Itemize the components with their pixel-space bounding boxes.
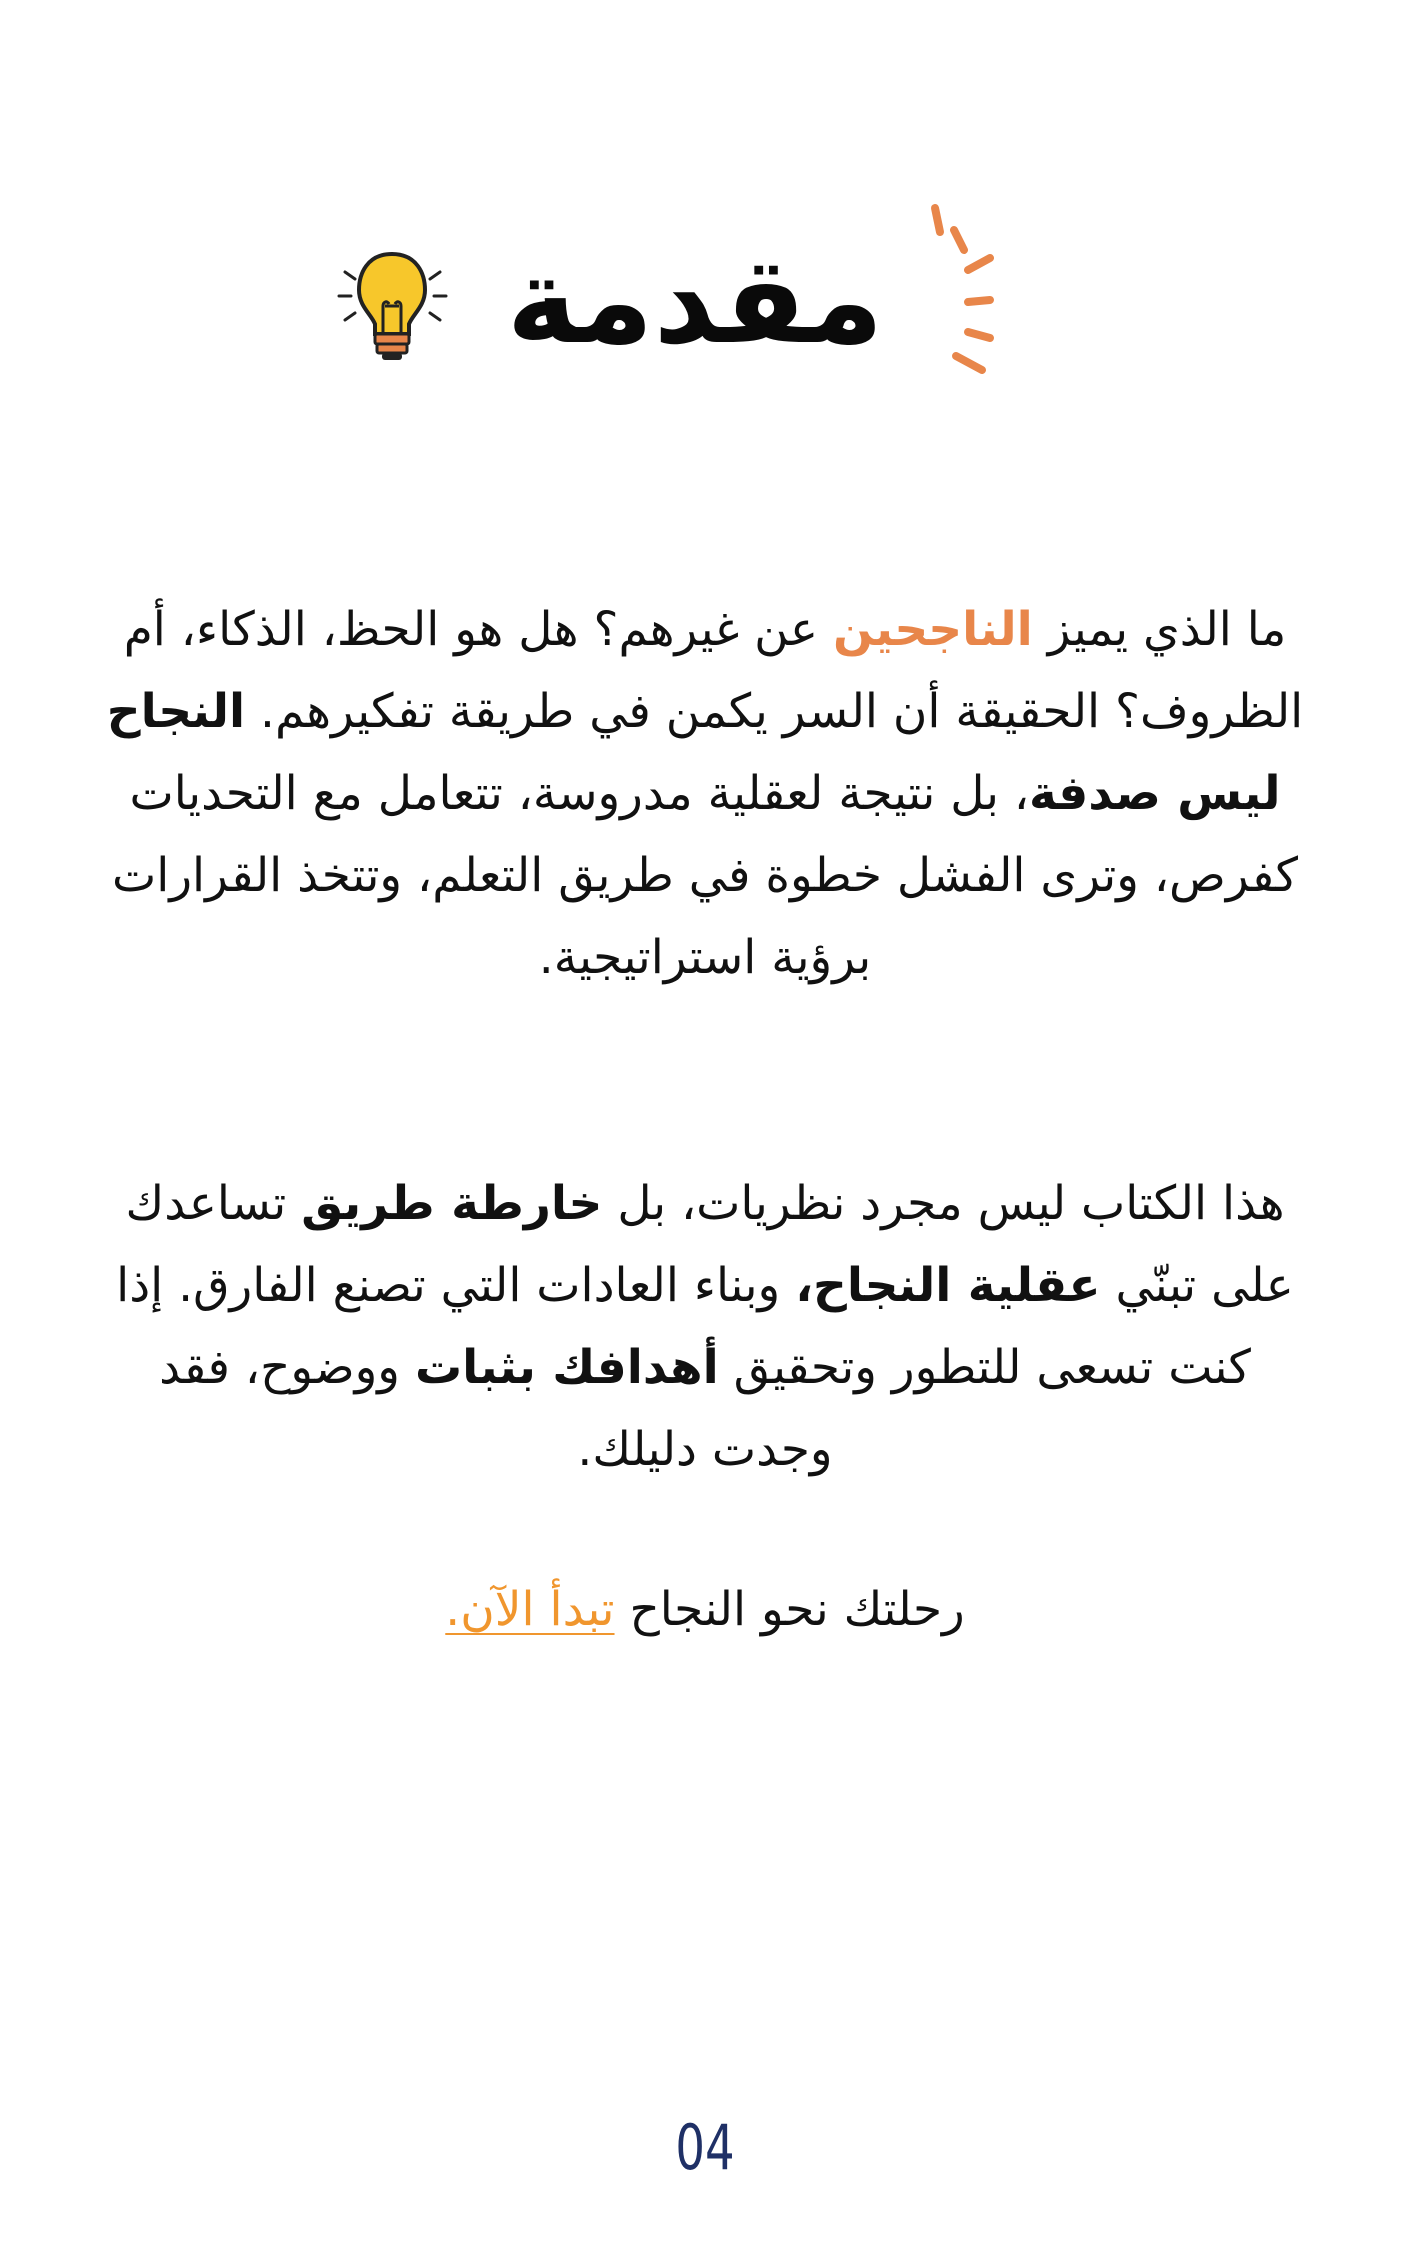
success-not-luck-bold: النجاح ليس صدفة [106, 684, 1281, 821]
success-mindset-bold: عقلية النجاح، [795, 1258, 1101, 1313]
book-text-4: ووضوح، فقد وجدت دليلك. [159, 1340, 833, 1477]
page-title: مقدمة [506, 232, 884, 371]
closing-line [100, 1569, 1310, 1651]
intro-text-2: عن غيرهم؟ هل هو الحظ، الذكاء، أم الظروف؟ الحقيقة أن السر يكمن في طريقة تفكيرهم. [123, 602, 1304, 739]
lightbulb-icon [335, 246, 450, 366]
book-text-1: هذا الكتاب ليس مجرد نظريات، بل [602, 1176, 1285, 1231]
goals-bold: أهدافك بثبات [414, 1340, 719, 1395]
starts-now-link[interactable]: تبدأ الآن. [445, 1582, 615, 1637]
page-number: 04 [675, 2111, 735, 2184]
intro-text-3: ، بل نتيجة لعقلية مدروسة، تتعامل مع التحديات كفرص، وترى الفشل خطوة في طريق التعلم، وتتخذ القرارات برؤية استراتيجية. [112, 766, 1298, 985]
intro-text-1: ما الذي يميز [1032, 602, 1287, 657]
book-text-3: وبناء العادات التي تصنع الفارق. إذا كنت تسعى للتطور وتحقيق [116, 1258, 1251, 1395]
intro-paragraph [100, 589, 1310, 999]
closing-text: رحلتك نحو النجاح [614, 1582, 965, 1637]
book-paragraph [100, 1163, 1310, 1491]
rays-icon [928, 198, 998, 378]
book-text-2: تساعدك على تبنّي [125, 1176, 1294, 1313]
successful-people-highlight: الناجحين [832, 602, 1033, 657]
roadmap-bold: خارطة طريق [301, 1176, 603, 1231]
